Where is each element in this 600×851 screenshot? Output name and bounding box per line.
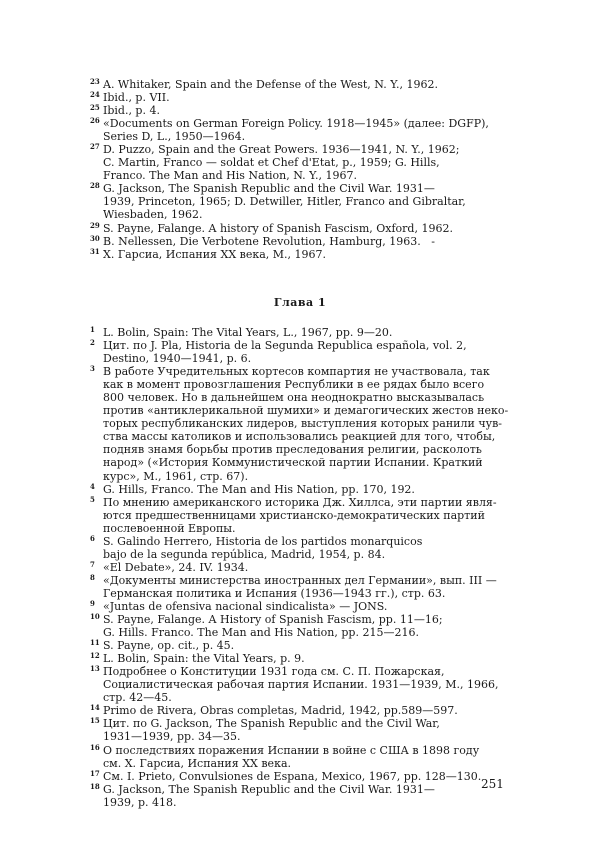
footnotes-intro <box>90 77 505 261</box>
footnote-number: 30 <box>90 233 100 243</box>
footnote-line <box>90 338 505 353</box>
footnote-continuation-line <box>95 757 505 770</box>
footnote-continuation-line <box>95 352 505 365</box>
footnote-text: О последствиях поражения Испании в войне с США в 1898 году <box>103 743 480 757</box>
footnote-text: Х. Гарсиа, Испания XX века, М., 1967. <box>103 247 327 261</box>
footnote-continuation-line <box>95 548 505 561</box>
footnote-text: A. Whitaker, Spain and the Defense of the West, N. Y., 1962. <box>103 78 439 91</box>
footnote-text: S. Galindo Herrero, Historia de los partidos monarquicos <box>103 534 423 548</box>
footnote-text: Ibid., p. VII. <box>103 91 170 105</box>
footnote-number: 9 <box>90 598 95 608</box>
footnote-text: 1931—1939, pp. 34—35. <box>103 730 241 744</box>
footnote-line <box>90 768 505 783</box>
footnote-continuation-line <box>95 691 505 704</box>
footnote-continuation-line <box>95 391 505 404</box>
footnote-text: G. Jackson, The Spanish Republic and the Civil War. 1931— <box>103 182 435 196</box>
footnote-number: 10 <box>90 612 100 622</box>
footnote-text: G. Hills, Franco. The Man and His Nation, pp. 170, 192. <box>103 482 415 496</box>
footnote-number: 16 <box>90 742 100 752</box>
footnote-text: Германская политика и Испания (1936—1943 гг.), стр. 63. <box>103 586 446 600</box>
footnote-text: подняв знамя борьбы против преследования религии, расколоть <box>103 443 482 457</box>
footnote-line <box>90 664 505 679</box>
footnote-number: 14 <box>90 703 100 713</box>
footnote-continuation-line <box>95 796 505 809</box>
footnote-continuation-line <box>95 730 505 743</box>
footnote-line <box>90 142 505 157</box>
footnote-number: 5 <box>90 494 95 504</box>
footnote-continuation-line <box>95 404 509 418</box>
footnote-continuation-line <box>95 195 505 208</box>
footnote-text: послевоенной Европы. <box>103 521 236 535</box>
footnote-text: Цит. по J. Pla, Historia de la Segunda Republica española, vol. 2, <box>103 339 467 353</box>
footnote-number: 4 <box>90 481 95 491</box>
footnote-text: Цит. по G. Jackson, The Spanish Republic and the Civil War, <box>103 717 440 731</box>
footnote-continuation-line <box>95 626 505 639</box>
footnote-line <box>90 90 505 105</box>
footnote-line <box>90 651 505 666</box>
footnote-text: B. Nellessen, Die Verbotene Revolution, Hamburg, 1963. - <box>103 234 435 248</box>
footnote-text: Primo de Rivera, Obras completas, Madrid, 1942, pp.589—597. <box>103 704 458 718</box>
footnote-number: 3 <box>90 364 95 374</box>
footnote-number: 18 <box>90 781 100 791</box>
footnote-line <box>90 220 505 235</box>
footnote-text: стр. 42—45. <box>103 691 172 705</box>
footnote-text: Destino, 1940—1941, p. 6. <box>103 352 252 366</box>
footnote-text: «Juntas de ofensiva nacional sindicalista» — JONS. <box>103 599 388 613</box>
footnote-text: Ibid., p. 4. <box>103 104 160 118</box>
footnote-line <box>90 781 505 796</box>
footnote-text: В работе Учредительных кортесов компартия не участвовала, так <box>103 365 490 379</box>
footnote-continuation-line <box>95 470 505 483</box>
footnote-continuation-line <box>95 509 505 522</box>
footnote-number: 13 <box>90 664 100 674</box>
footnote-text: «Documents on German Foreign Policy. 1918—1945» (далее: DGFP), <box>103 117 489 131</box>
footnote-text: как в момент провозглашения Республики в ее рядах было всего <box>103 378 485 392</box>
footnote-text: «Документы министерства иностранных дел Германии», вып. III — <box>103 573 497 587</box>
footnote-number: 15 <box>90 716 100 726</box>
footnote-line <box>90 481 505 496</box>
footnote-number: 27 <box>90 142 100 152</box>
footnote-text: «El Debate», 24. IV. 1934. <box>103 560 249 574</box>
footnote-number: 11 <box>90 638 100 648</box>
footnote-continuation-line <box>95 587 505 600</box>
footnote-text: L. Bolin, Spain: The Vital Years, L., 1967, pp. 9—20. <box>103 326 393 339</box>
footnote-text: По мнению американского историка Дж. Хиллса, эти партии явля- <box>103 495 497 509</box>
footnote-continuation-line <box>95 156 505 169</box>
footnote-text: S. Payne, Falange. A History of Spanish Fascism, pp. 11—16; <box>103 613 443 627</box>
footnote-line <box>90 325 505 339</box>
footnote-number: 7 <box>90 559 95 569</box>
footnote-text: Wiesbaden, 1962. <box>103 208 203 222</box>
footnote-text: D. Puzzo, Spain and the Great Powers. 1936—1941, N. Y., 1962; <box>103 143 460 157</box>
footnote-text: Социалистическая рабочая партия Испании. 1931—1939, М., 1966, <box>103 678 499 692</box>
footnote-continuation-line <box>95 378 505 391</box>
footnote-text: 1939, p. 418. <box>103 795 177 809</box>
footnote-number: 25 <box>90 103 100 113</box>
footnotes-chapter-1 <box>90 325 509 809</box>
footnote-number: 26 <box>90 116 100 126</box>
footnote-text: 800 человек. Но в дальнейшем она неоднократно высказывалась <box>103 391 485 405</box>
footnote-continuation-line <box>95 417 505 430</box>
footnote-continuation-line <box>95 443 505 456</box>
footnote-line <box>90 116 505 131</box>
footnote-number: 8 <box>90 572 95 582</box>
footnote-line <box>90 716 505 731</box>
footnote-text: ства массы католиков и использовались реакцией для того, чтобы, <box>103 430 496 444</box>
footnote-text: торых республиканских лидеров, выступления которых ранили чув- <box>103 417 502 431</box>
footnote-line <box>90 364 505 379</box>
footnote-line <box>90 559 505 574</box>
footnote-text: Series D, L., 1950—1964. <box>103 130 246 144</box>
footnote-line <box>90 494 505 509</box>
footnote-text: ются предшественницами христианско-демократических партий <box>103 508 485 522</box>
footnote-continuation-line <box>95 169 505 182</box>
chapter-heading: Глава 1 <box>273 296 327 309</box>
footnote-number: 24 <box>90 90 100 100</box>
footnote-text: Franco. The Man and His Nation, N. Y., 1967. <box>103 169 357 183</box>
footnote-continuation-line <box>95 208 505 221</box>
footnote-line <box>90 742 505 757</box>
footnote-line <box>90 703 505 718</box>
footnote-line <box>90 572 505 587</box>
footnote-number: 2 <box>90 338 95 348</box>
footnote-line <box>90 612 505 627</box>
page-number: 251 <box>481 777 504 791</box>
footnote-line <box>90 181 505 196</box>
footnote-number: 1 <box>90 325 95 334</box>
footnote-text: S. Payne, Falange. A history of Spanish Fascism, Oxford, 1962. <box>103 221 453 235</box>
footnote-number: 31 <box>90 246 100 256</box>
footnote-number: 12 <box>90 651 100 661</box>
footnote-text: G. Jackson, The Spanish Republic and the Civil War. 1931— <box>103 782 435 796</box>
footnote-text: L. Bolin, Spain: the Vital Years, p. 9. <box>103 652 305 666</box>
footnote-continuation-line <box>95 456 505 469</box>
footnote-text: против «антиклерикальной шумихи» и демагогических жестов неко- <box>103 404 509 418</box>
footnote-continuation-line <box>95 678 505 691</box>
footnote-text: C. Martin, Franco — soldat et Chef d'Etat, p., 1959; G. Hills, <box>103 156 440 170</box>
footnote-text: См. I. Prieto, Convulsiones de Espana, Mexico, 1967, pp. 128—130. <box>103 769 482 783</box>
footnote-text: см. Х. Гарсиа, Испания XX века. <box>103 756 291 770</box>
footnote-number: 6 <box>90 533 95 543</box>
footnote-line <box>90 77 505 91</box>
footnote-continuation-line <box>95 130 505 143</box>
footnote-text: курс», М., 1961, стр. 67). <box>103 469 249 483</box>
footnote-text: S. Payne, op. cit., p. 45. <box>103 639 235 653</box>
footnote-number: 23 <box>90 77 100 86</box>
footnote-continuation-line <box>95 430 505 443</box>
footnote-line <box>90 233 505 248</box>
footnote-text: G. Hills. Franco. The Man and His Nation, pp. 215—216. <box>103 626 419 640</box>
footnote-continuation-line <box>95 522 505 535</box>
footnote-text: 1939, Princeton, 1965; D. Detwiller, Hitler, Franco and Gibraltar, <box>103 195 466 209</box>
footnote-line <box>90 598 505 613</box>
footnote-line <box>90 638 505 653</box>
footnote-number: 28 <box>90 181 100 191</box>
footnote-line <box>90 246 505 261</box>
footnote-line <box>90 103 505 118</box>
footnote-number: 17 <box>90 768 100 778</box>
footnote-text: народ» («История Коммунистической партии Испании. Краткий <box>103 456 483 470</box>
footnote-number: 29 <box>90 220 100 230</box>
footnote-text: Подробнее о Конституции 1931 года см. С. П. Пожарская, <box>103 665 445 679</box>
footnote-line <box>90 533 505 548</box>
footnote-text: bajo de la segunda república, Madrid, 1954, p. 84. <box>103 547 386 561</box>
